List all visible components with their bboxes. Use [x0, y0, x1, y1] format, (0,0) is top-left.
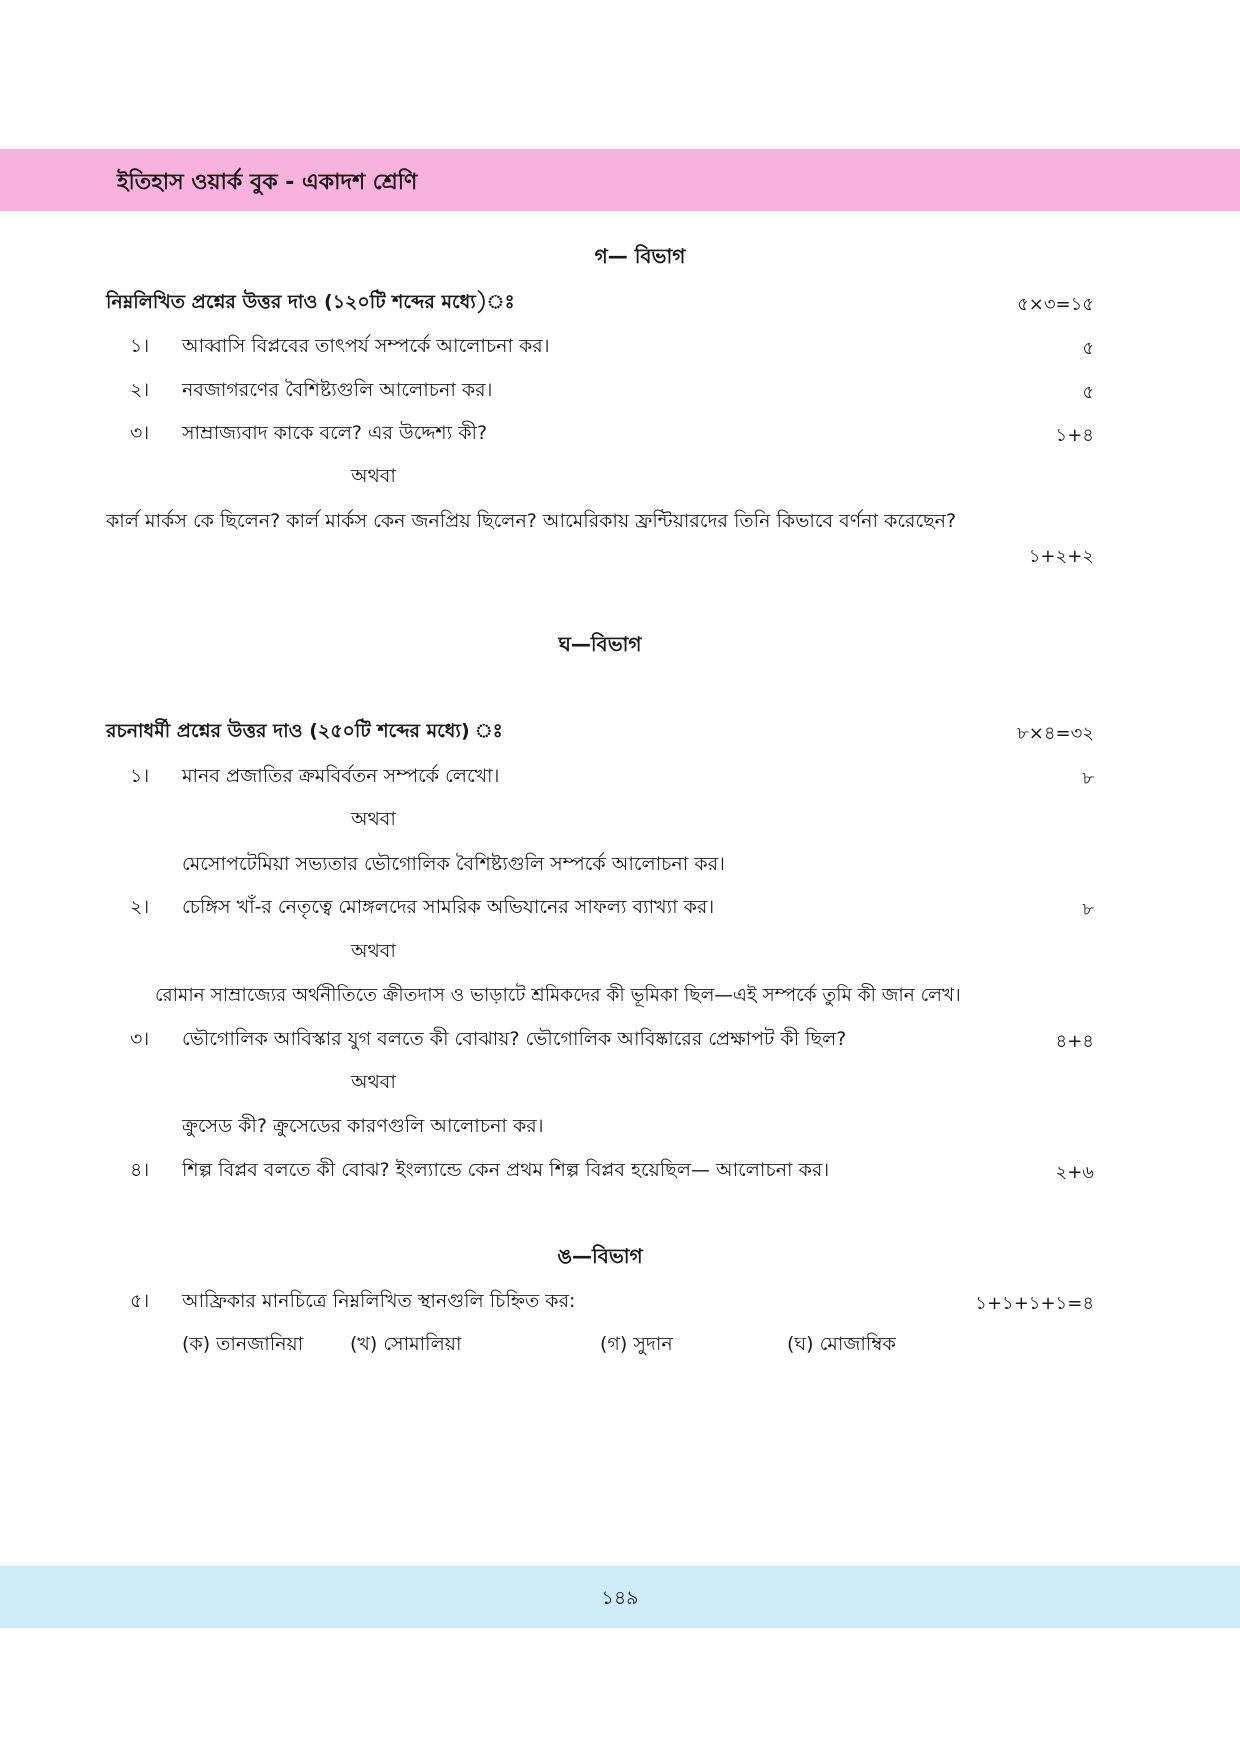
section-d-q4-marks: ২+৬ [1055, 1162, 1094, 1183]
section-d-q3-or-label: অথবা [351, 1071, 396, 1093]
section-c-q2-marks: ৫ [1082, 382, 1094, 403]
section-c-q1-marks: ৫ [1082, 338, 1094, 359]
section-e-q5-marks: ১+১+১+১=৪ [975, 1293, 1094, 1314]
section-c-q3-text: সাম্রাজ্যবাদ কাকে বলে? এর উদ্দেশ্য কী? [182, 422, 488, 444]
section-d-q4-number: ৪। [130, 1159, 150, 1181]
section-c-instruction: নিম্নলিখিত প্রশ্নের উত্তর দাও (১২০টি শব্দের মধ্যে)ঃ [106, 291, 515, 313]
section-d-q1-marks: ৮ [1082, 768, 1094, 789]
section-e-q5-text: আফ্রিকার মানচিত্রে নিম্নলিখিত স্থানগুলি চিহ্নিত কর: [182, 1290, 576, 1312]
section-e-q5-number: ৫। [130, 1290, 150, 1312]
map-option-d: (ঘ) মোজাম্বিক [787, 1333, 896, 1355]
page-header-title: ইতিহাস ওয়ার্ক বুক - একাদশ শ্রেণি [117, 170, 418, 195]
map-option-b: (খ) সোমালিয়া [350, 1333, 462, 1355]
page-number: ১৪৯ [601, 1587, 639, 1609]
section-d-q2-text: চেঙ্গিস খাঁ-র নেতৃত্বে মোঙ্গলদের সামরিক অভিযানের সাফল্য ব্যাখ্যা কর। [182, 896, 715, 918]
section-d-q1-alt-text: মেসোপটেমিয়া সভ্যতার ভৌগোলিক বৈশিষ্ট্যগুলি সম্পর্কে আলোচনা কর। [182, 853, 725, 875]
section-c-q1-number: ১। [130, 335, 150, 357]
section-c-q3-number: ৩। [130, 422, 150, 444]
section-d-q3-number: ৩। [130, 1028, 150, 1050]
section-d-total-marks: ৮×৪=৩২ [1017, 723, 1094, 744]
section-d-q1-number: ১। [130, 765, 150, 787]
section-d-q3-alt-text: ক্রুসেড কী? ক্রুসেডের কারণগুলি আলোচনা কর। [182, 1115, 544, 1137]
section-c-q2-text: নবজাগরণের বৈশিষ্ট্যগুলি আলোচনা কর। [182, 379, 493, 401]
section-d-title: ঘ—বিভাগ [558, 632, 642, 656]
section-d-q2-or-label: অথবা [351, 940, 396, 962]
section-c-q3-alt-text: কার্ল মার্কস কে ছিলেন? কার্ল মার্কস কেন জনপ্রিয় ছিলেন? আমেরিকায় ফ্রন্টিয়ারদের তিনি কিভাবে বর্ণনা করেছেন? [106, 510, 957, 532]
section-c-title: গ— বিভাগ [594, 244, 686, 268]
section-d-q2-alt-text: রোমান সাম্রাজ্যের অর্থনীতিতে ক্রীতদাস ও ভাড়াটে শ্রমিকদের কী ভূমিকা ছিল—এই সম্পর্কে তুমি কী জান লেখ। [155, 985, 961, 1006]
section-d-q4-text: শিল্প বিপ্লব বলতে কী বোঝ? ইংল্যান্ডে কেন প্রথম শিল্প বিপ্লব হয়েছিল— আলোচনা কর। [182, 1159, 830, 1181]
section-d-instruction: রচনাধর্মী প্রশ্নের উত্তর দাও (২৫০টি শব্দের মধ্যে) ঃ [106, 720, 503, 742]
section-d-q3-text: ভৌগোলিক আবিস্কার যুগ বলতে কী বোঝায়? ভৌগোলিক আবিষ্কারের প্রেক্ষাপট কী ছিল? [182, 1028, 847, 1050]
section-e-title: ঙ—বিভাগ [557, 1244, 643, 1268]
section-d-q1-or-label: অথবা [351, 808, 396, 830]
section-c-total-marks: ৫×৩=১৫ [1017, 294, 1094, 315]
map-option-c: (গ) সুদান [600, 1333, 673, 1355]
section-c-q3-alt-marks: ১+২+২ [1028, 546, 1094, 567]
section-d-q1-text: মানব প্রজাতির ক্রমবির্বতন সম্পর্কে লেখো। [182, 765, 500, 787]
section-c-or-label: অথবা [351, 465, 396, 487]
section-c-q2-number: ২। [130, 379, 150, 401]
section-c-q1-text: আব্বাসি বিপ্লবের তাৎপর্য সম্পর্কে আলোচনা কর। [182, 335, 550, 357]
section-d-q2-number: ২। [130, 896, 150, 918]
map-option-a: (ক) তানজানিয়া [182, 1333, 304, 1355]
section-d-q2-marks: ৮ [1082, 899, 1094, 920]
section-d-q3-marks: ৪+৪ [1055, 1031, 1094, 1052]
section-c-q3-marks: ১+৪ [1055, 425, 1094, 446]
